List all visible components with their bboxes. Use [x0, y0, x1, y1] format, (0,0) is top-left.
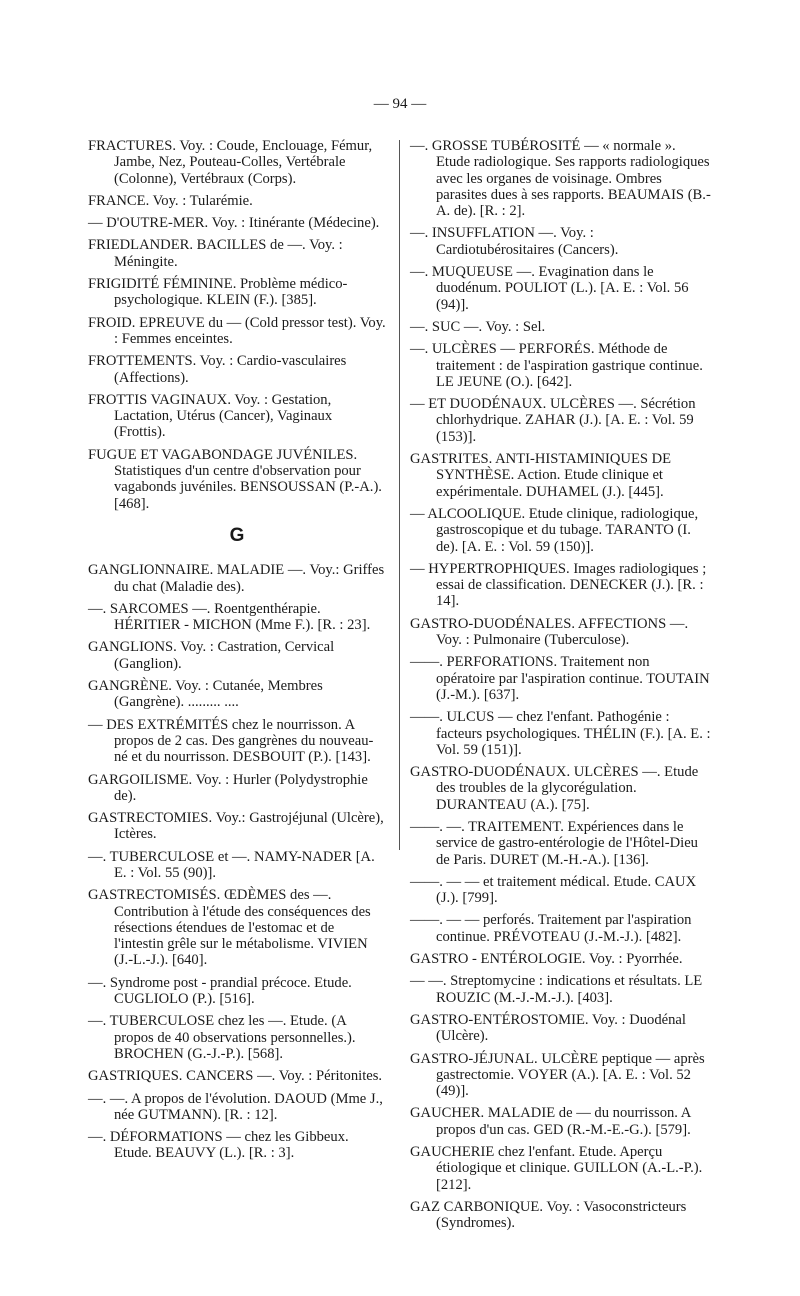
index-entry: ——. —. TRAITEMENT. Expériences dans le service de gastro-entérologie de l'Hôtel-Dieu de Paris. DURET (M.-H.-A.). [136].: [410, 818, 698, 868]
index-entry: GASTRITES. ANTI-HISTAMINIQUES DE SYNTHÈSE. Action. Etude clinique et expérimentale. DUHAMEL (J.). [445].: [410, 451, 672, 500]
page-number: — 94 —: [373, 96, 427, 112]
index-entry: GARGOILISME. Voy. : Hurler (Polydystrophie de).: [88, 771, 368, 804]
index-entry: ——. ULCUS — chez l'enfant. Pathogénie : facteurs psychologiques. THÉLIN (F.). [A. E. : Vol. 59 (151)].: [410, 709, 711, 758]
letter-heading: G: [229, 524, 245, 546]
index-entry: FRIEDLANDER. BACILLES de —. Voy. : Méningite.: [88, 237, 343, 270]
index-entry: —. TUBERCULOSE et —. NAMY-NADER [A. E. : Vol. 55 (90)].: [88, 848, 375, 881]
column-divider: [399, 140, 400, 850]
index-entry: —. INSUFFLATION —. Voy. : Cardiotubérositaires (Cancers).: [410, 225, 619, 258]
index-entry: GASTRO-DUODÉNALES. AFFECTIONS —. Voy. : Pulmonaire (Tuberculose).: [410, 615, 689, 649]
index-entry: GASTRO-DUODÉNAUX. ULCÈRES —. Etude des troubles de la glycorégulation. DURANTEAU (A.). [75].: [410, 764, 699, 813]
index-entry: FUGUE ET VAGABONDAGE JUVÉNILES. Statistiques d'un centre d'observation pour vagabonds juvéniles. BENSOUSSAN (P.-A.). [468].: [88, 446, 382, 512]
index-entry: — HYPERTROPHIQUES. Images radiologiques ; essai de classification. DENECKER (J.). [R. : 14].: [410, 560, 707, 610]
index-entry: — ALCOOLIQUE. Etude clinique, radiologique, gastroscopique et du tubage. TARANTO (I. de). [A. E. : Vol. 59 (150)].: [410, 505, 699, 555]
index-entry: — —. Streptomycine : indications et résultats. LE ROUZIC (M.-J.-M.-J.). [403].: [410, 973, 703, 1006]
index-entry: FRACTURES. Voy. : Coude, Enclouage, Fémur, Jambe, Nez, Pouteau-Colles, Vertébrale (Colonne), Vertébraux (Corps).: [88, 138, 373, 187]
index-entry: GASTRO - ENTÉROLOGIE. Voy. : Pyorrhée.: [410, 951, 683, 968]
index-entry: — D'OUTRE-MER. Voy. : Itinérante (Médecine).: [88, 215, 380, 232]
index-entry: — ET DUODÉNAUX. ULCÈRES —. Sécrétion chlorhydrique. ZAHAR (J.). [A. E. : Vol. 59 (153)].: [410, 396, 696, 445]
index-entry: FRANCE. Voy. : Tularémie.: [88, 192, 253, 209]
index-entry: —. Syndrome post - prandial précoce. Etude. CUGLIOLO (P.). [516].: [88, 974, 352, 1008]
index-entry: GANGLIONNAIRE. MALADIE —. Voy.: Griffes du chat (Maladie des).: [88, 562, 385, 595]
index-entry: GASTRO-JÉJUNAL. ULCÈRE peptique — après gastrectomie. VOYER (A.). [A. E. : Vol. 52 (49)].: [410, 1050, 705, 1100]
index-entry: ——. — — et traitement médical. Etude. CAUX (J.). [799].: [410, 873, 697, 907]
index-entry: —. —. A propos de l'évolution. DAOUD (Mme J., née GUTMANN). [R. : 12].: [88, 1090, 383, 1123]
right-column: [410, 138, 712, 1238]
index-entry: —. MUQUEUSE —. Evagination dans le duodénum. POULIOT (L.). [A. E. : Vol. 56 (94)].: [410, 264, 689, 313]
index-entry: GAUCHERIE chez l'enfant. Etude. Aperçu étiologique et clinique. GUILLON (A.-L.-P.). [212].: [410, 1144, 703, 1193]
index-entry: ——. — — perforés. Traitement par l'aspiration continue. PRÉVOTEAU (J.-M.-J.). [482].: [410, 912, 692, 945]
index-entry: FROTTIS VAGINAUX. Voy. : Gestation, Lactation, Utérus (Cancer), Vaginaux (Frottis).: [88, 391, 333, 441]
index-entry: GANGRÈNE. Voy. : Cutanée, Membres (Gangrène). ......... ....: [88, 678, 323, 711]
index-entry: —. ULCÈRES — PERFORÉS. Méthode de traitement : de l'aspiration gastrique continue. LE JEUNE (O.). [642].: [410, 341, 703, 390]
index-entry: GAUCHER. MALADIE de — du nourrisson. A propos d'un cas. GED (R.-M.-E.-G.). [579].: [410, 1105, 691, 1138]
index-entry: — DES EXTRÉMITÉS chez le nourrisson. A propos de 2 cas. Des gangrènes du nouveau-né et du nourrisson. DESBOUIT (P.). [143].: [88, 716, 374, 766]
index-entry: FRIGIDITÉ FÉMININE. Problème médico-psychologique. KLEIN (F.). [385].: [88, 276, 348, 309]
index-entry: ——. PERFORATIONS. Traitement non opératoire par l'aspiration continue. TOUTAIN (J.-M.). [637].: [410, 654, 710, 703]
index-entry: FROID. EPREUVE du — (Cold pressor test). Voy. : Femmes enceintes.: [88, 314, 386, 347]
index-entry: —. GROSSE TUBÉROSITÉ — « normale ». Etude radiologique. Ses rapports radiologiques avec les organes de voisinage. Ombres parasites dues à ses rapports. BEAUMAIS (B.-A. de). [R. : 2].: [410, 138, 711, 220]
index-entry: GAZ CARBONIQUE. Voy. : Vasoconstricteurs (Syndromes).: [410, 1198, 687, 1232]
index-entry: —. TUBERCULOSE chez les —. Etude. (A propos de 40 observations personnelles.). BROCHEN (G.-J.-P.). [568].: [88, 1013, 356, 1062]
index-entry: FROTTEMENTS. Voy. : Cardio-vasculaires (Affections).: [88, 353, 347, 386]
index-entry: GASTRECTOMISÉS. ŒDÈMES des —. Contribution à l'étude des conséquences des résections étendues de l'estomac et de l'intestin grêle sur le métabolisme. VIVIEN (J.-L.-J.). [640].: [88, 887, 371, 969]
index-entry: GASTRIQUES. CANCERS —. Voy. : Péritonites.: [88, 1068, 383, 1085]
index-entry: GASTRO-ENTÉROSTOMIE. Voy. : Duodénal (Ulcère).: [410, 1011, 686, 1045]
index-entry: GANGLIONS. Voy. : Castration, Cervical (Ganglion).: [88, 639, 335, 672]
index-entry: —. SARCOMES —. Roentgenthérapie. HÉRITIER - MICHON (Mme F.). [R. : 23].: [88, 600, 371, 634]
index-entry: —. DÉFORMATIONS — chez les Gibbeux. Etude. BEAUVY (L.). [R. : 3].: [88, 1129, 349, 1162]
index-entry: GASTRECTOMIES. Voy.: Gastrojéjunal (Ulcère), Ictères.: [88, 810, 384, 843]
left-column: [88, 138, 386, 1168]
index-entry: —. SUC —. Voy. : Sel.: [410, 318, 546, 335]
